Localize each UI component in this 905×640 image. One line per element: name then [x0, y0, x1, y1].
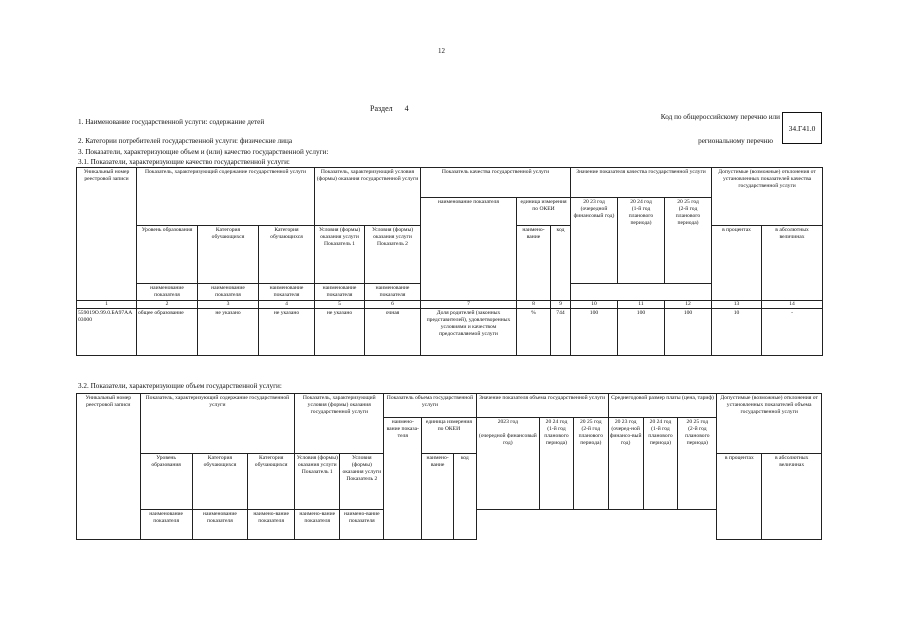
- category-1: не указано: [198, 309, 259, 356]
- table-row: [77, 309, 823, 356]
- page-number: 12: [438, 47, 445, 55]
- col-num: 6: [365, 301, 421, 309]
- header-registry: Уникальный номер реестровой записи: [77, 394, 141, 540]
- column-numbers-row: [77, 301, 823, 309]
- sub-condition-2: Условия (формы) оказания услуги Показатель 2: [340, 454, 384, 510]
- header-year-3: 20 25 год (2-й год планового периода): [665, 198, 712, 284]
- sub-category-2: Категория обучающихся: [259, 226, 315, 284]
- col-num: 13: [712, 301, 762, 309]
- indicator-label: наимено-вание показателя: [340, 510, 384, 540]
- col-num: 11: [618, 301, 665, 309]
- sub-percent: в процентах: [717, 454, 762, 540]
- header-indicator-name: наимено-вание показа-теля: [384, 418, 422, 540]
- indicator-label: наимено-вание показателя: [248, 510, 295, 540]
- header-unit: единица измерения по ОКЕИ: [422, 418, 476, 454]
- header-content: Показатель, характеризующий содержание государственной услуги: [140, 394, 295, 454]
- volume-table: [76, 393, 822, 540]
- condition-2: очная: [365, 309, 421, 356]
- indicator-label: наименование показателя: [140, 510, 192, 540]
- sub-condition-1: Условия (формы) оказания услуги Показатель 1: [315, 226, 365, 284]
- volume-title: 3.2. Показатели, характеризующие объем государственной услуги:: [78, 382, 282, 390]
- quality-title: 3.1. Показатели, характеризующие качество государственной услуги:: [78, 158, 290, 166]
- unit-code: 744: [551, 309, 571, 356]
- header-year-2: 20 24 год (1-й год планового периода): [618, 198, 665, 284]
- header-value: Значение показателя объема государственной услуги: [476, 394, 608, 418]
- col-num: 5: [315, 301, 365, 309]
- sub-category-1: Категория обучающихся: [198, 226, 259, 284]
- sub-condition-2: Условия (формы) оказания услуги Показатель 2: [365, 226, 421, 284]
- col-num: 10: [571, 301, 618, 309]
- header-value-year-2: 20 24 год (1-й год планового периода): [540, 418, 574, 510]
- sub-category-2: Категория обучающихся: [248, 454, 295, 510]
- indicator-label: наименование показателя: [365, 284, 421, 301]
- col-num: 1: [77, 301, 137, 309]
- indicator-label: наимено-вание показателя: [295, 510, 340, 540]
- header-unit: единица измерения по ОКЕИ: [517, 198, 571, 226]
- header-indicator-name: наименование показателя: [421, 198, 517, 301]
- section-title: Раздел 4: [370, 104, 409, 113]
- sub-level: Уровень образования: [137, 226, 198, 284]
- sub-percent: в процентах: [712, 226, 762, 301]
- code-label: Код по общероссийскому перечню или: [660, 113, 780, 121]
- col-num: 2: [137, 301, 198, 309]
- header-conditions: Показатель, характеризующий условия (формы) оказания государственной услуги: [315, 168, 421, 226]
- header-deviation: Допустимые (возможные) отклонения от установленных показателей объема государственной услуги: [717, 394, 822, 454]
- col-num: 14: [762, 301, 823, 309]
- col-num: 4: [259, 301, 315, 309]
- value-year-1: 100: [571, 309, 618, 356]
- header-quality: Показатель качества государственной услуги: [421, 168, 571, 198]
- header-value-year-1: 2023 год (очередной финансовый год): [476, 418, 540, 510]
- consumers: 2. Категории потребителей государственной услуги: физические лица: [78, 137, 293, 145]
- indicator-label: наименование показателя: [259, 284, 315, 301]
- header-fee-year-3: 20 25 год (2-й год планового периода): [678, 418, 717, 510]
- sub-level: Уровень образования: [140, 454, 192, 510]
- deviation-absolute: -: [762, 309, 823, 356]
- header-year-1: 20 23 год (очередной финансовый год): [571, 198, 618, 284]
- indicator-label: наименование показателя: [198, 284, 259, 301]
- value-year-2: 100: [618, 309, 665, 356]
- service-name: 1. Наименование государственной услуги: содержание детей: [78, 118, 265, 126]
- education-level: общее образование: [137, 309, 198, 356]
- header-conditions: Показатель, характеризующий условия (формы) оказания государственной услуги: [295, 394, 384, 454]
- header-content: Показатель, характеризующий содержание государственной услуги: [137, 168, 315, 226]
- header-fee-year-1: 20 23 год (очеред-ной финансо-вый год): [608, 418, 643, 510]
- sub-absolute: в абсолютных величинах: [762, 226, 823, 301]
- col-num: 3: [198, 301, 259, 309]
- condition-1: не указано: [315, 309, 365, 356]
- header-fee: Среднегодовой размер платы (цена, тариф): [608, 394, 717, 418]
- header-volume: Показатель объема государственной услуги: [384, 394, 476, 418]
- indicators-title: 3. Показатели, характеризующие объем и (или) качество государственной услуги:: [78, 148, 329, 156]
- value-year-3: 100: [665, 309, 712, 356]
- indicator-label: наименование показателя: [137, 284, 198, 301]
- indicator-label: наименование показателя: [192, 510, 247, 540]
- indicator-label: наименование показателя: [315, 284, 365, 301]
- sub-unit-name: наимено-вание: [422, 454, 454, 540]
- header-deviation: Допустимые (возможные) отклонения от установленных показателей качества государственной услуги: [712, 168, 823, 226]
- sub-unit-name: наимено-вание: [517, 226, 551, 301]
- indicator-name: Доля родителей (законных представителей), удовлетворенных условиями и качеством предоставляемой услуги: [421, 309, 517, 356]
- unit-name: %: [517, 309, 551, 356]
- col-num: 7: [421, 301, 517, 309]
- col-num: 12: [665, 301, 712, 309]
- header-value-year-3: 20 25 год (2-й год планового периода): [573, 418, 608, 510]
- col-num: 8: [517, 301, 551, 309]
- sub-category-1: Категория обучающихся: [192, 454, 247, 510]
- sub-condition-1: Условия (формы) оказания услуги Показатель 1: [295, 454, 340, 510]
- registry-number: 559019О.99.0.БА97АА03000: [77, 309, 137, 356]
- header-registry: Уникальный номер реестровой записи: [77, 168, 137, 301]
- sub-code: код: [454, 454, 477, 540]
- quality-table: [76, 167, 823, 356]
- category-2: не указано: [259, 309, 315, 356]
- deviation-percent: 10: [712, 309, 762, 356]
- sub-absolute: в абсолютных величинах: [762, 454, 822, 540]
- col-num: 9: [551, 301, 571, 309]
- sub-code: код: [551, 226, 571, 301]
- header-fee-year-2: 20 24 год (1-й год планового периода): [643, 418, 678, 510]
- code-box: 34.Г41.0: [782, 112, 822, 144]
- regional-label: региональному перечню: [698, 137, 773, 145]
- header-value: Значение показателя качества государственной услуги: [571, 168, 712, 198]
